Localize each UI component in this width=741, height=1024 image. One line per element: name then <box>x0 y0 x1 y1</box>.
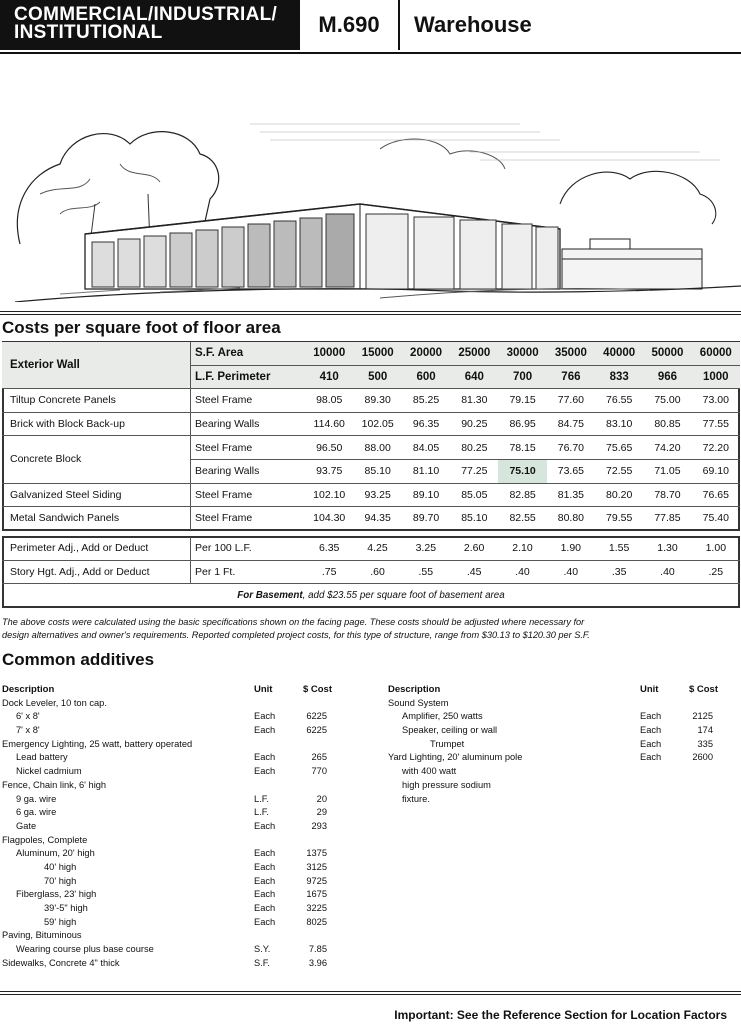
adjustment-cell: .40 <box>643 560 691 584</box>
sf-area-cell: 40000 <box>595 342 643 365</box>
frame-type: Steel Frame <box>191 389 306 413</box>
additive-row <box>388 698 728 712</box>
additive-description: Dock Leveler, 10 ton cap. <box>2 697 107 708</box>
cost-cell: 78.70 <box>643 483 691 507</box>
cost-cell: 71.05 <box>643 459 691 483</box>
additive-unit: Each <box>640 738 662 749</box>
additive-row <box>2 739 342 753</box>
adjustment-unit: Per 100 L.F. <box>191 537 306 560</box>
lf-perimeter-cell: 600 <box>402 365 450 389</box>
cost-cell: 81.10 <box>402 459 450 483</box>
cost-cell: 77.60 <box>547 389 595 413</box>
table-row <box>2 507 740 530</box>
note-line-1: The above costs were calculated using the basic specifications shown on the facing page. These costs should be adjusted where necessary for <box>2 617 585 627</box>
additive-cost: 1675 <box>306 889 327 900</box>
additive-row <box>2 752 342 766</box>
adjustment-label: Story Hgt. Adj., Add or Deduct <box>2 560 191 584</box>
additive-unit: Each <box>254 711 276 722</box>
sf-area-cell: 50000 <box>643 342 691 365</box>
additive-description: Speaker, ceiling or wall <box>402 725 498 736</box>
additive-row <box>2 780 342 794</box>
additive-description: Gate <box>16 820 37 831</box>
additive-description: 39'-5" high <box>44 903 88 913</box>
costs-note <box>2 616 741 642</box>
frame-type: Bearing Walls <box>191 459 306 483</box>
cost-cell: 88.00 <box>353 436 401 460</box>
additive-row <box>2 807 342 821</box>
additive-description: with 400 watt <box>402 766 457 777</box>
cost-header: $ Cost <box>688 684 718 695</box>
additive-row <box>2 711 342 725</box>
cost-cell: 79.15 <box>498 389 546 413</box>
adjustment-cell: 2.60 <box>463 542 485 555</box>
additive-row <box>2 917 342 931</box>
frame-type: Steel Frame <box>191 507 306 530</box>
costs-table <box>2 342 740 530</box>
cost-cell: 75.00 <box>643 389 691 413</box>
additives-right-column <box>388 684 728 807</box>
wall-type: Tiltup Concrete Panels <box>2 389 191 413</box>
adjustment-unit: Per 1 Ft. <box>191 560 306 584</box>
additive-description: 7' x 8' <box>16 725 40 736</box>
cost-cell: 104.30 <box>305 507 353 530</box>
cost-cell: 69.10 <box>692 459 740 483</box>
category-line-2: INSTITUTIONAL <box>14 22 163 43</box>
page-title: Warehouse <box>414 12 532 37</box>
adjustment-cell: .60 <box>353 560 401 584</box>
cost-cell: 89.10 <box>402 483 450 507</box>
additive-description: 9 ga. wire <box>16 793 57 804</box>
additive-unit: Each <box>640 752 662 763</box>
additive-description: 70' high <box>44 875 77 886</box>
additive-cost: 6225 <box>306 725 327 736</box>
cost-cell: 77.85 <box>643 507 691 530</box>
additive-unit: Each <box>254 903 276 913</box>
cost-cell: 84.75 <box>547 412 595 436</box>
cost-cell: 80.20 <box>595 483 643 507</box>
additive-row <box>388 794 728 808</box>
divider <box>0 991 741 992</box>
additive-unit: S.Y. <box>254 944 271 955</box>
additive-row <box>2 930 342 944</box>
additive-unit: Each <box>254 752 276 763</box>
costs-section-title: Costs per square foot of floor area <box>2 318 281 337</box>
additive-unit: Each <box>640 725 662 736</box>
lf-perimeter-cell: 833 <box>595 365 643 389</box>
cost-cell: 84.05 <box>402 436 450 460</box>
wall-type: Concrete Block <box>2 436 191 483</box>
cost-cell: 77.25 <box>450 459 498 483</box>
wall-type: Brick with Block Back-up <box>2 412 191 436</box>
additives-header <box>2 684 342 698</box>
warehouse-illustration <box>0 54 741 302</box>
additive-description: Sound System <box>388 697 449 708</box>
cost-cell: 102.10 <box>305 483 353 507</box>
cost-cell: 76.55 <box>595 389 643 413</box>
additive-description: Paving, Bituminous <box>2 930 82 941</box>
additive-cost: 6225 <box>306 711 327 722</box>
divider <box>0 994 741 995</box>
basement-label: For Basement <box>237 589 303 601</box>
additive-description: Nickel cadmium <box>16 766 82 777</box>
additive-description: Fence, Chain link, 6' high <box>2 779 107 790</box>
additive-description: 40' high <box>44 861 77 872</box>
adjustment-cell: 3.25 <box>415 542 437 555</box>
divider <box>0 311 741 312</box>
additive-description: Yard Lighting, 20' aluminum pole <box>388 752 523 763</box>
additive-cost: 265 <box>311 752 327 763</box>
cost-header: $ Cost <box>302 684 332 695</box>
cost-cell: 78.15 <box>498 436 546 460</box>
cost-cell: 75.65 <box>595 436 643 460</box>
cost-cell: 82.55 <box>498 507 546 530</box>
lf-perimeter-cell: 640 <box>450 365 498 389</box>
additive-cost: 8025 <box>306 916 327 927</box>
page-header <box>0 0 741 54</box>
additive-row <box>388 725 728 739</box>
cost-cell: 73.65 <box>547 459 595 483</box>
additive-cost: 3.96 <box>308 957 327 968</box>
additive-row <box>2 725 342 739</box>
cost-cell: 74.20 <box>643 436 691 460</box>
cost-cell: 98.05 <box>305 389 353 413</box>
sf-area-cell: 10000 <box>305 342 353 365</box>
sf-area-cell: 60000 <box>692 342 740 365</box>
cost-cell: 93.75 <box>305 459 353 483</box>
adjustments-table <box>2 537 740 607</box>
cost-cell: 96.35 <box>402 412 450 436</box>
additive-row <box>2 876 342 890</box>
cost-cell: 81.30 <box>450 389 498 413</box>
adjustment-cell: .35 <box>595 560 643 584</box>
cost-cell: 76.65 <box>692 483 740 507</box>
unit-header: Unit <box>640 684 659 695</box>
description-header: Description <box>2 684 55 695</box>
additive-row <box>2 862 342 876</box>
adjustment-cell: 4.25 <box>367 542 388 555</box>
additive-description: Trumpet <box>430 738 465 749</box>
additive-description: fixture. <box>402 793 430 804</box>
additive-description: Amplifier, 250 watts <box>402 711 483 722</box>
additive-unit: Each <box>254 848 276 859</box>
lf-perimeter-cell: 766 <box>547 365 595 389</box>
wall-type: Galvanized Steel Siding <box>2 483 191 507</box>
additive-description: Flagpoles, Complete <box>2 834 88 845</box>
table-row <box>2 436 740 460</box>
adjustment-label: Perimeter Adj., Add or Deduct <box>10 542 149 555</box>
additive-row <box>2 944 342 958</box>
cost-cell: 89.30 <box>353 389 401 413</box>
lf-perimeter-cell: 966 <box>643 365 691 389</box>
additive-description: high pressure sodium <box>402 779 491 790</box>
cost-cell: 85.10 <box>450 507 498 530</box>
additive-cost: 335 <box>697 738 713 749</box>
additive-description: Wearing course plus base course <box>16 944 154 955</box>
adjustment-cell: 6.35 <box>318 542 340 555</box>
highlighted-cost-cell: 75.10 <box>498 459 546 483</box>
additive-unit: S.F. <box>254 957 271 968</box>
additive-cost: 2125 <box>692 711 713 722</box>
additive-unit: Each <box>254 889 276 900</box>
adjustment-cell: .40 <box>498 560 546 584</box>
additive-unit: L.F. <box>254 793 269 804</box>
cost-cell: 82.85 <box>498 483 546 507</box>
exterior-wall-header: Exterior Wall <box>2 342 191 389</box>
cost-cell: 73.00 <box>692 389 740 413</box>
adjustment-cell: .55 <box>402 560 450 584</box>
note-line-2: design alternatives and owner's requirements. Reported completed project costs, for this type of structure, range from $30.13 to $120.30 per S.F. <box>2 630 590 640</box>
cost-cell: 90.25 <box>450 412 498 436</box>
adjustment-cell: 1.90 <box>560 542 582 555</box>
additive-cost: 7.85 <box>308 944 327 955</box>
basement-row <box>2 584 740 607</box>
adjustment-cell: 2.10 <box>512 542 533 555</box>
cost-cell: 72.20 <box>692 436 740 460</box>
table-row <box>2 560 740 584</box>
lf-perimeter-cell: 1000 <box>692 365 740 389</box>
cost-cell: 86.95 <box>498 412 546 436</box>
additive-cost: 2600 <box>692 752 713 763</box>
cost-cell: 72.55 <box>595 459 643 483</box>
additive-row <box>2 835 342 849</box>
cost-cell: 94.35 <box>353 507 401 530</box>
additive-description: Aluminum, 20' high <box>16 848 95 859</box>
additives-section-title: Common additives <box>2 650 155 669</box>
additive-row <box>2 848 342 862</box>
additive-cost: 3125 <box>306 861 327 872</box>
additive-row <box>2 889 342 903</box>
additive-description: 6' x 8' <box>16 711 40 722</box>
lf-perimeter-cell: 700 <box>498 365 546 389</box>
additive-row <box>388 752 728 766</box>
additive-cost: 1375 <box>306 848 327 859</box>
adjustment-cell: 1.55 <box>608 542 630 555</box>
additive-cost: 174 <box>697 725 713 736</box>
additive-unit: Each <box>254 861 276 872</box>
divider <box>0 314 741 315</box>
table-row <box>2 389 740 413</box>
basement-text: , add $23.55 per square foot of basement area <box>302 589 505 601</box>
additive-row <box>388 739 728 753</box>
table-row <box>2 483 740 507</box>
additive-row <box>2 958 342 972</box>
sf-area-cell: 20000 <box>402 342 450 365</box>
additive-cost: 3225 <box>306 903 327 913</box>
cost-cell: 79.55 <box>595 507 643 530</box>
lf-perimeter-cell: 410 <box>305 365 353 389</box>
additive-description: 6 ga. wire <box>16 807 57 818</box>
cost-cell: 93.25 <box>353 483 401 507</box>
additive-row <box>388 711 728 725</box>
additive-description: Fiberglass, 23' high <box>16 889 97 900</box>
additive-unit: Each <box>254 820 276 831</box>
adjustment-cell: 1.00 <box>705 542 727 555</box>
additive-unit: L.F. <box>254 807 269 818</box>
additives-left-column <box>2 684 342 971</box>
unit-header: Unit <box>254 684 273 695</box>
additive-row <box>2 766 342 780</box>
additive-cost: 20 <box>316 793 327 804</box>
sf-area-label: S.F. Area <box>191 342 306 365</box>
sf-area-cell: 35000 <box>547 342 595 365</box>
cost-cell: 89.70 <box>402 507 450 530</box>
basement-note <box>2 584 740 607</box>
additive-row <box>388 780 728 794</box>
additive-row <box>2 698 342 712</box>
sf-area-cell: 30000 <box>498 342 546 365</box>
category-label <box>0 0 298 50</box>
frame-type: Steel Frame <box>191 436 306 460</box>
cost-cell: 77.55 <box>692 412 740 436</box>
cost-cell: 75.40 <box>692 507 740 530</box>
additive-row <box>388 766 728 780</box>
cost-cell: 80.85 <box>643 412 691 436</box>
cost-cell: 81.35 <box>547 483 595 507</box>
additives-header <box>388 684 728 698</box>
additive-description: Sidewalks, Concrete 4" thick <box>2 957 120 968</box>
adjustment-cell: .40 <box>547 560 595 584</box>
additive-description: Lead battery <box>16 752 68 763</box>
cost-cell: 85.05 <box>450 483 498 507</box>
cost-cell: 85.25 <box>402 389 450 413</box>
cost-cell: 102.05 <box>353 412 401 436</box>
additive-unit: Each <box>254 725 276 736</box>
model-code: M.690 <box>298 0 400 50</box>
cost-cell: 80.25 <box>450 436 498 460</box>
adjustment-cell: .25 <box>692 560 740 584</box>
cost-cell: 114.60 <box>305 412 353 436</box>
adjustment-cell: .75 <box>305 560 353 584</box>
frame-type: Bearing Walls <box>191 412 306 436</box>
table-row <box>2 412 740 436</box>
additive-unit: Each <box>254 916 276 927</box>
adjustment-cell: .45 <box>450 560 498 584</box>
additive-cost: 770 <box>311 766 327 777</box>
sf-area-cell: 25000 <box>450 342 498 365</box>
lf-perimeter-label: L.F. Perimeter <box>191 365 306 389</box>
category-line-1: COMMERCIAL/INDUSTRIAL/ <box>14 4 278 25</box>
additive-cost: 9725 <box>306 875 327 886</box>
additive-description: 59' high <box>44 916 77 927</box>
additive-unit: Each <box>254 875 276 886</box>
table-row <box>2 537 740 560</box>
cost-cell: 83.10 <box>595 412 643 436</box>
additive-row <box>2 794 342 808</box>
wall-type: Metal Sandwich Panels <box>2 507 191 530</box>
additive-description: Emergency Lighting, 25 watt, battery operated <box>2 738 193 749</box>
lf-perimeter-cell: 500 <box>353 365 401 389</box>
cost-cell: 85.10 <box>353 459 401 483</box>
additive-row <box>2 903 342 917</box>
frame-type: Steel Frame <box>191 483 306 507</box>
additive-row <box>2 821 342 835</box>
additive-cost: 29 <box>316 807 327 818</box>
description-header: Description <box>388 684 441 695</box>
additive-unit: Each <box>640 711 662 722</box>
additive-unit: Each <box>254 766 276 777</box>
adjustment-cell: 1.30 <box>657 542 678 555</box>
sf-area-cell: 15000 <box>353 342 401 365</box>
additive-cost: 293 <box>311 820 327 831</box>
cost-cell: 80.80 <box>547 507 595 530</box>
cost-cell: 96.50 <box>305 436 353 460</box>
footer-note: Important: See the Reference Section for Location Factors <box>394 1008 727 1022</box>
sf-area-row <box>2 342 740 365</box>
cost-cell: 76.70 <box>547 436 595 460</box>
